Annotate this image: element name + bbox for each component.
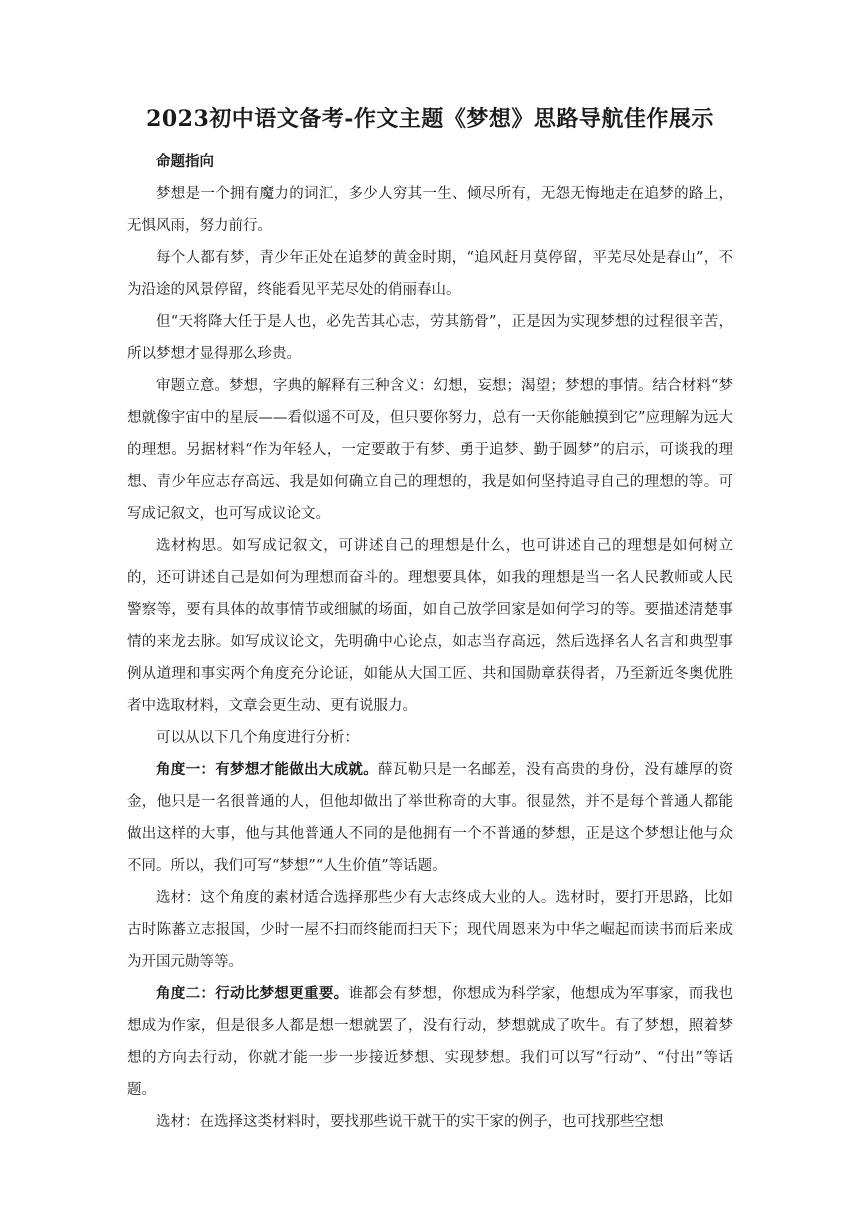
angle-paragraph bbox=[127, 754, 733, 882]
paragraph: 但“天将降大任于是人也，必先苦其心志，劳其筋骨”，正是因为实现梦想的过程很辛苦，所以梦想才显得那么珍贵。 bbox=[127, 314, 733, 362]
angle-text: 谁都会有梦想，你想成为科学家，他想成为军事家，而我也想成为作家，但是很多人都是想一想就罢了，没有行动，梦想就成了吹牛。有了梦想，照着梦想的方向去行动，你就才能一步一步接近梦想、实现梦想。我们可以写“行动”、“付出”等话题。 bbox=[127, 986, 734, 1098]
section-heading: 命题指向 bbox=[156, 154, 214, 170]
angle-paragraph bbox=[127, 978, 733, 1106]
angle-title: 角度一：有梦想才能做出大成就。 bbox=[156, 762, 379, 778]
angle-text: 薛瓦勒只是一名邮差，没有高贵的身份，没有雄厚的资金，他只是一名很普通的人，但他却做出了举世称奇的大事。很显然，并不是每个普通人都能做出这样的大事，他与其他普通人不同的是他拥有一个不普通的梦想，正是这个梦想让他与众不同。所以，我们可写“梦想”“人生价值”等话题。 bbox=[127, 762, 734, 874]
document-body bbox=[127, 146, 733, 1138]
paragraph: 审题立意。梦想，字典的解释有三种含义：幻想，妄想；渴望；梦想的事情。结合材料“梦想就像宇宙中的星辰——看似遥不可及，但只要你努力，总有一天你能触摸到它”应理解为远大的理想。另据材料“作为年轻人，一定要敢于有梦、勇于追梦、勤于圆梦”的启示，可谈我的理想、青少年应志存高远、我是如何确立自己的理想的，我是如何坚持追寻自己的理想的等。可写成记叙文，也可写成议论文。 bbox=[127, 378, 733, 522]
paragraph: 选材：这个角度的素材适合选择那些少有大志终成大业的人。选材时，要打开思路，比如古时陈蕃立志报国，少时一屋不扫而终能而扫天下；现代周恩来为中华之崛起而读书而后来成为开国元勋等等。 bbox=[127, 890, 733, 970]
paragraph: 选材：在选择这类材料时，要找那些说干就干的实干家的例子，也可找那些空想 bbox=[156, 1114, 664, 1130]
paragraph: 选材构思。如写成记叙文，可讲述自己的理想是什么，也可讲述自己的理想是如何树立的，还可讲述自己是如何为理想而奋斗的。理想要具体，如我的理想是当一名人民教师或人民警察等，要有具体的故事情节或细腻的场面，如自己放学回家是如何学习的等。要描述清楚事情的来龙去脉。如写成议论文，先明确中心论点，如志当存高远，然后选择名人名言和典型事例从道理和事实两个角度充分论证，如能从大国工匠、共和国勋章获得者，乃至新近冬奥优胜者中选取材料，文章会更生动、更有说服力。 bbox=[127, 538, 733, 714]
paragraph: 每个人都有梦，青少年正处在追梦的黄金时期，“追风赶月莫停留，平芜尽处是春山”，不为沿途的风景停留，终能看见平芜尽处的俏丽春山。 bbox=[127, 250, 733, 298]
paragraph: 可以从以下几个角度进行分析： bbox=[156, 730, 359, 746]
angle-title: 角度二：行动比梦想更重要。 bbox=[156, 986, 349, 1002]
document-title: 2023初中语文备考-作文主题《梦想》思路导航佳作展示 bbox=[146, 106, 714, 132]
paragraph: 梦想是一个拥有魔力的词汇，多少人穷其一生、倾尽所有，无怨无悔地走在追梦的路上，无惧风雨，努力前行。 bbox=[127, 186, 733, 234]
